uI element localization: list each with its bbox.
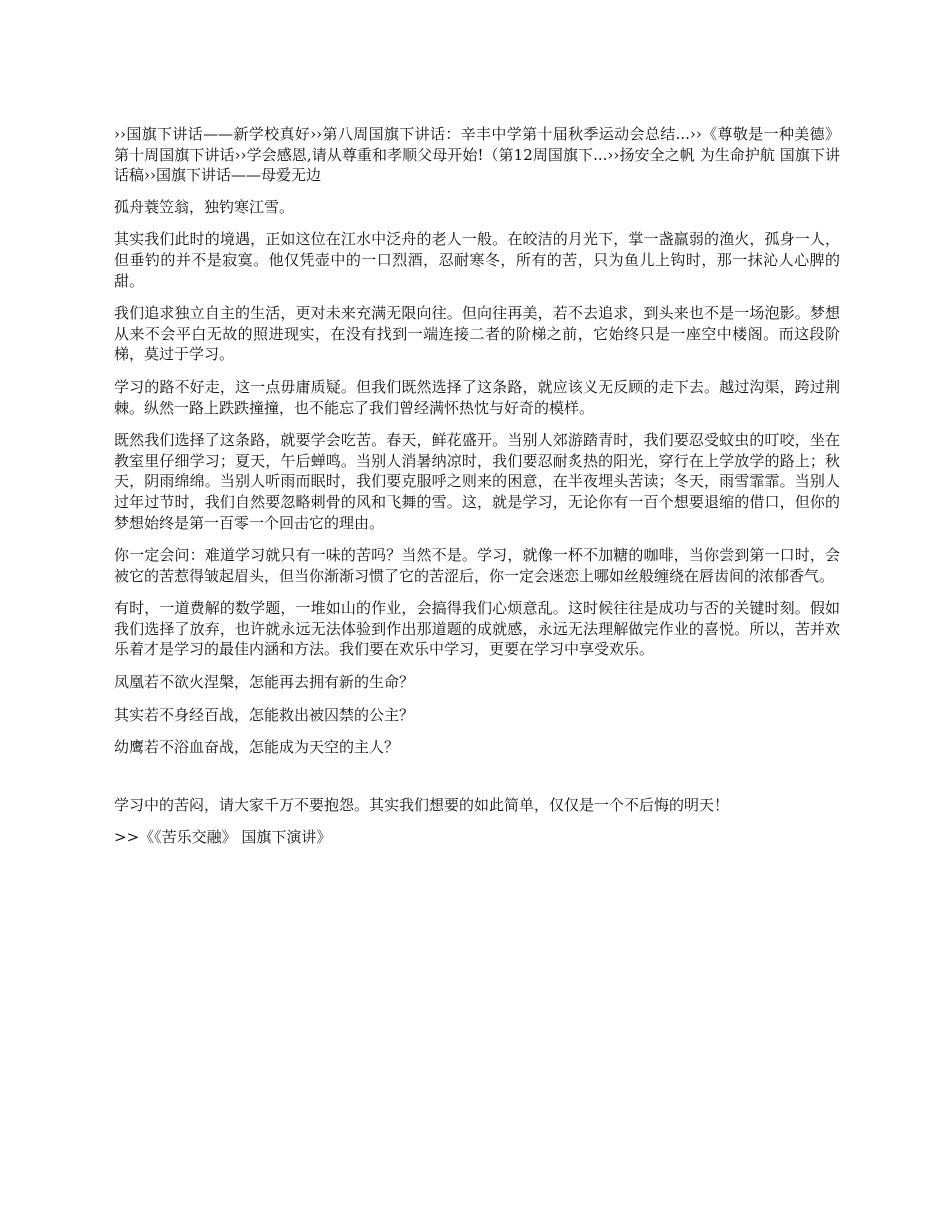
body-paragraph: 你一定会问：难道学习就只有一味的苦吗？当然不是。学习，就像一杯不加糖的咖啡，当你尝到第一口时，会被它的苦惹得皱起眉头，但当你渐渐习惯了它的苦涩后，你一定会迷恋上哪如丝般缠绕在唇齿间的浓郁香气。 (114, 546, 840, 585)
body-paragraph: 凤凰若不欲火涅槃，怎能再去拥有新的生命？ (114, 673, 415, 692)
back-link-line (114, 827, 840, 848)
section-spacer (114, 770, 840, 795)
body-paragraph: 既然我们选择了这条路，就要学会吃苦。春天，鲜花盛开。当别人郊游踏青时，我们要忍受蚊虫的叮咬，坐在教室里仔细学习；夏天，午后蝉鸣。当别人消暑纳凉时，我们要忍耐炙热的阳光，穿行在上学放学的路上；秋天，阴雨绵绵。当别人听雨而眠时，我们要克服呼之则来的困意，在半夜埋头苦读；冬天，雨雪霏霏。当别人过年过节时，我们自然要忽略刺骨的风和飞舞的雪。这，就是学习，无论你有一百个想要退缩的借口，但你的梦想始终是第一百零一个回击它的理由。 (114, 431, 840, 532)
body-paragraph: 其实我们此时的境遇，正如这位在江水中泛舟的老人一般。在皎洁的月光下，掌一盏羸弱的渔火，孤身一人，但垂钓的并不是寂寞。他仅凭壶中的一口烈酒，忍耐寒冬，所有的苦，只为鱼儿上钩时，那一抹沁人心脾的甜。 (114, 230, 840, 290)
related-link[interactable]: ››扬安全之帆 为生命护航 国旗下讲话稿 (114, 145, 841, 185)
body-paragraph: 有时，一道费解的数学题，一堆如山的作业，会搞得我们心烦意乱。这时候往往是成功与否的关键时刻。假如我们选择了放弃，也许就永远无法体验到作出那道题的成就感，永远无法理解做完作业的喜悦。所以，苦并欢乐着才是学习的最佳内涵和方法。我们要在欢乐中学习，更要在学习中享受欢乐。 (114, 599, 840, 659)
related-link[interactable]: ››第八周国旗下讲话：辛丰中学第十届秋季运动会总结... (310, 125, 690, 143)
back-to-article-link[interactable]: >>《《苦乐交融》 国旗下演讲》 (114, 828, 332, 847)
related-link[interactable]: ››国旗下讲话——母爱无边 (144, 166, 322, 185)
closing-paragraph: 学习中的苦闷，请大家千万不要抱怨。其实我们想要的如此简单，仅仅是一个不后悔的明天！ (114, 795, 730, 814)
body-paragraph: 我们追求独立自主的生活，更对未来充满无限向往。但向往再美，若不去追求，到头来也不是一场泡影。梦想从来不会平白无故的照进现实，在没有找到一端连接二者的阶梯之前，它始终只是一座空中楼阁。而这段阶梯，莫过于学习。 (114, 304, 840, 364)
related-link[interactable]: ››《尊敬是一种美德》 第十周国旗下讲话 (114, 125, 840, 164)
article-page (114, 124, 840, 860)
related-link[interactable]: ››国旗下讲话——新学校真好 (114, 125, 311, 143)
body-paragraph: 孤舟蓑笠翁，独钓寒江雪。 (114, 197, 295, 216)
related-links (114, 124, 840, 186)
body-paragraph: 学习的路不好走，这一点毋庸质疑。但我们既然选择了这条路，就应该义无反顾的走下去。越过沟渠，跨过荆棘。纵然一路上跌跌撞撞，也不能忘了我们曾经满怀热忱与好奇的模样。 (114, 377, 840, 417)
related-link[interactable]: ››学会感恩,请从尊重和孝顺父母开始!（第12周国旗下... (234, 145, 608, 164)
body-paragraph: 幼鹰若不浴血奋战，怎能成为天空的主人？ (114, 738, 400, 757)
body-paragraph: 其实若不身经百战，怎能救出被囚禁的公主？ (114, 705, 415, 724)
